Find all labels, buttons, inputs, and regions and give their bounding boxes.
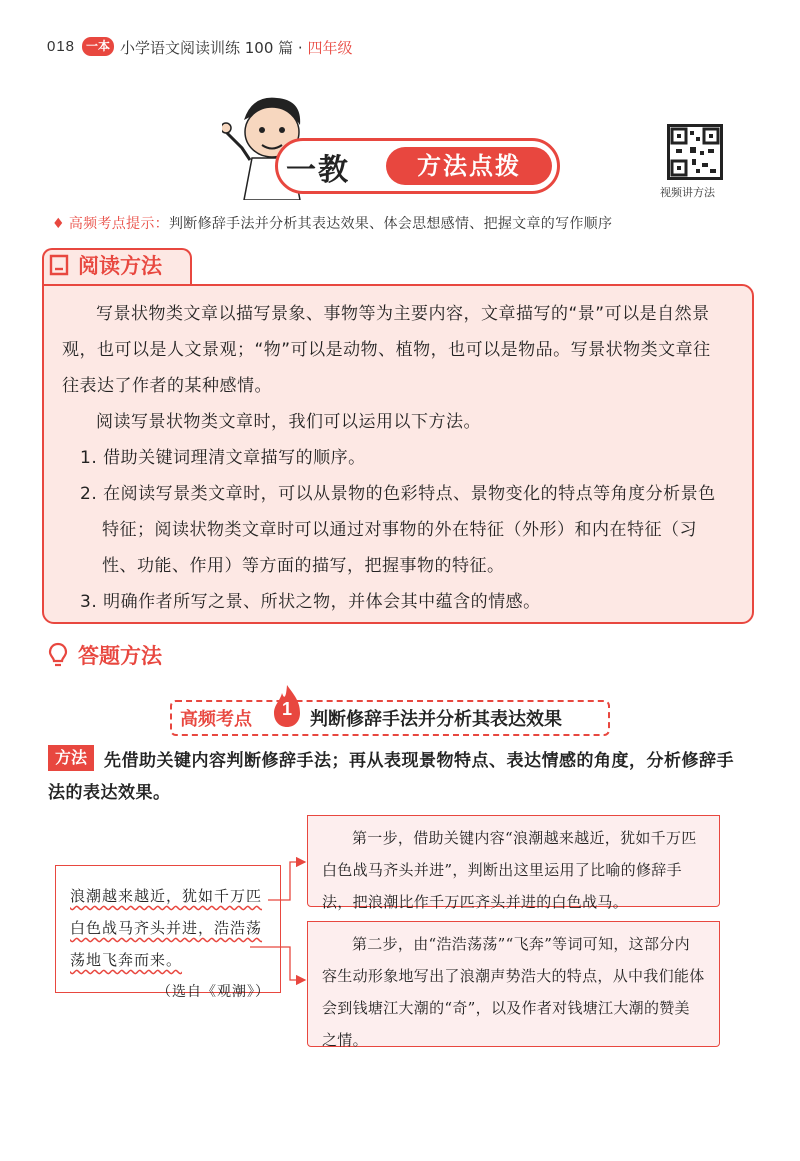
page-number: 018: [47, 38, 76, 55]
key-point-label: 高频考点: [180, 709, 252, 730]
step-two-text: 第二步，由“浩浩荡荡”“飞奔”等词可知，这部分内容生动形象地写出了浪潮声势浩大的特点，从中我们能体会到钱塘江大潮的“奇”，以及作者对钱塘江大潮的赞美之情。: [322, 935, 705, 1049]
reading-method-box: [42, 284, 754, 624]
passage-box: [55, 865, 281, 1000]
reading-item: 2. 在阅读写景类文章时，可以从景物的色彩特点、景物变化的特点等角度分析景色特征；阅读状物类文章时可以通过对事物的外在特征（外形）和内在特征（习性、功能、作用）等方面的描写，把握事物的特征。: [80, 484, 716, 576]
section-banner: [275, 138, 560, 194]
method-text: 先借助关键内容判断修辞手法；再从表现景物特点、表达情感的角度，分析修辞手法的表达效果。: [48, 751, 734, 803]
qr-label: 视频讲方法: [660, 186, 715, 199]
key-point-number: 1: [281, 699, 292, 719]
step-two-box: [307, 921, 720, 1047]
book-icon: [48, 253, 70, 277]
book-title-text: 小学语文阅读训练 100 篇 ·: [120, 39, 308, 57]
method-label: 方法: [48, 745, 94, 771]
step-one-text: 第一步，借助关键内容“浪潮越来越近，犹如千万匹白色战马齐头并进”，判断出这里运用了比喻的修辞手法，把浪潮比作千万匹齐头并进的白色战马。: [322, 829, 697, 911]
grade-label: 四年级: [307, 39, 353, 57]
step-one-box: [307, 815, 720, 911]
key-point-text: 判断修辞手法并分析其表达效果: [310, 709, 562, 730]
tips-label: 高频考点提示：: [68, 216, 169, 232]
banner-left-text: 一教: [286, 153, 350, 188]
book-title: [120, 37, 353, 58]
passage-underlined-2: 浩浩荡荡地飞奔而来。: [70, 919, 263, 969]
passage-source: （选自《观潮》）: [157, 984, 270, 1000]
lightbulb-icon: [48, 642, 68, 668]
passage-underlined: 浪潮越来越近，犹如千万匹白色战马齐头并进，: [70, 887, 263, 937]
reading-item: 3. 明确作者所写之景、所状之物，并体会其中蕴含的情感。: [80, 592, 541, 612]
reading-paragraph: 阅读写景状物类文章时，我们可以运用以下方法。: [96, 412, 481, 432]
reading-item: 1. 借助关键词理清文章描写的顺序。: [80, 448, 366, 468]
brand-logo: 一本: [82, 37, 114, 56]
banner-right-text: 方法点拨: [386, 147, 552, 185]
tips-text: 判断修辞手法并分析其表达效果、体会思想感情、把握文章的写作顺序: [168, 216, 613, 232]
flame-icon: ♦: [52, 216, 65, 232]
passage-line: [70, 880, 270, 976]
answer-method-title: 答题方法: [78, 644, 162, 668]
qr-code-icon[interactable]: [667, 124, 723, 180]
key-point-tips: [52, 213, 612, 233]
reading-method-title: 阅读方法: [78, 254, 162, 278]
reading-paragraph: 写景状物类文章以描写景象、事物等为主要内容，文章描写的“景”可以是自然景观，也可以是人文景观；“物”可以是动物、植物，也可以是物品。写景状物类文章往往表达了作者的某种感情。: [62, 304, 711, 396]
